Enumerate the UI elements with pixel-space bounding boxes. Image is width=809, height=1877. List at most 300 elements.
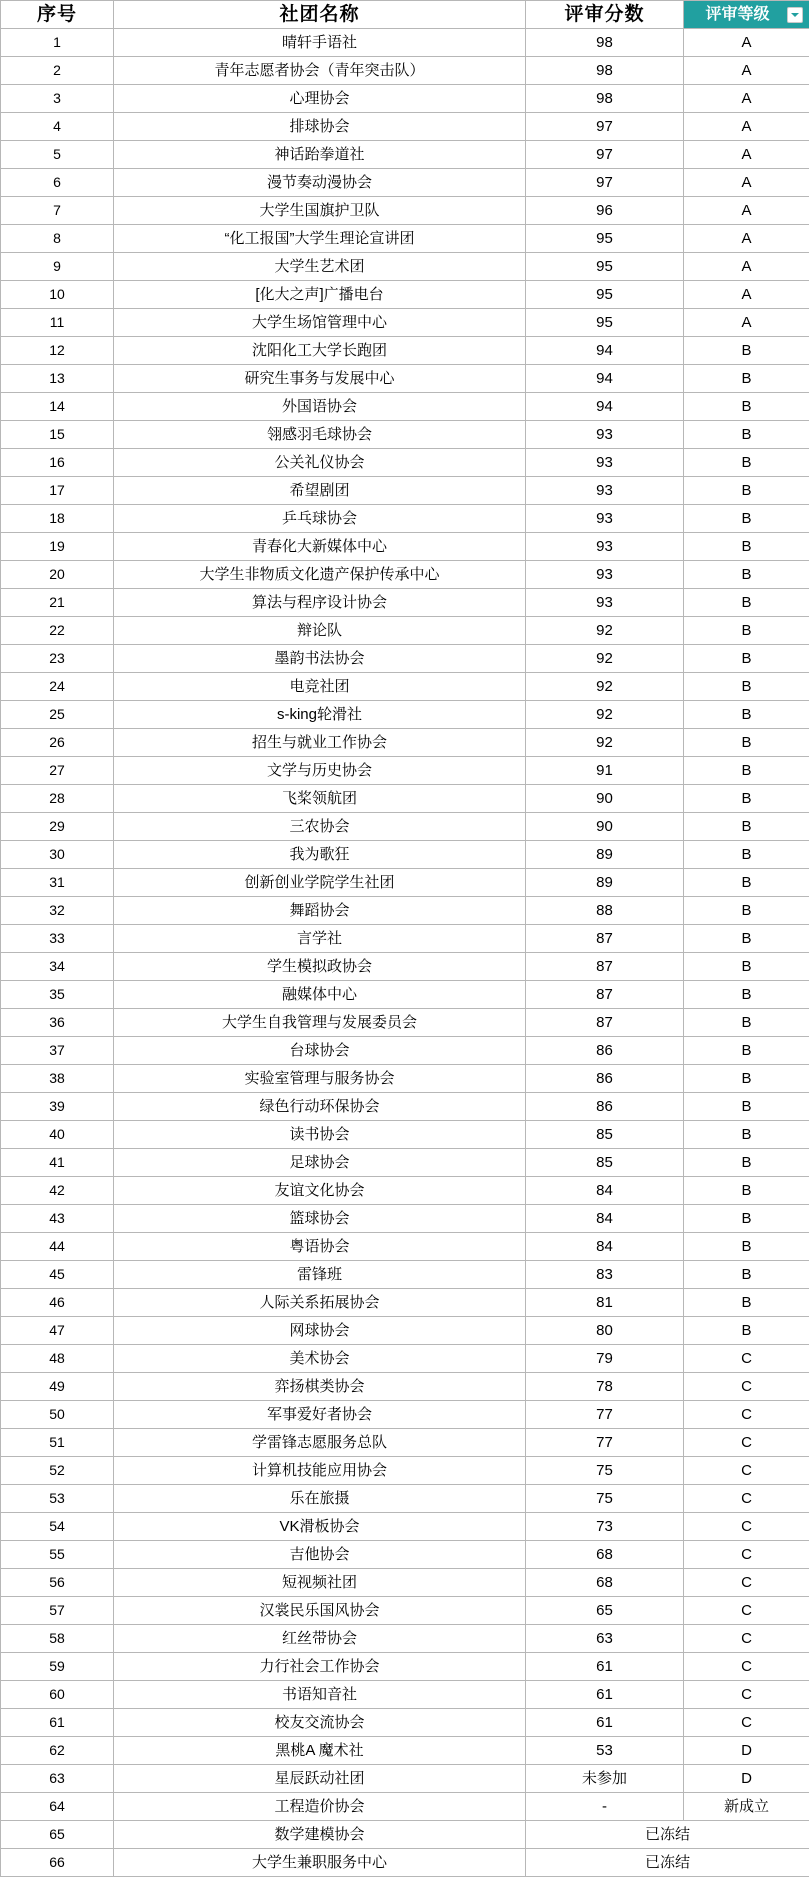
- cell-club-name[interactable]: 翎感羽毛球协会: [114, 421, 526, 449]
- table-row[interactable]: [1, 1597, 809, 1625]
- cell-club-name[interactable]: 招生与就业工作协会: [114, 729, 526, 757]
- cell-score[interactable]: 89: [526, 841, 684, 869]
- cell-index[interactable]: 58: [1, 1625, 114, 1653]
- cell-score[interactable]: 93: [526, 449, 684, 477]
- cell-score[interactable]: 84: [526, 1205, 684, 1233]
- cell-index[interactable]: 47: [1, 1317, 114, 1345]
- cell-score[interactable]: 97: [526, 113, 684, 141]
- cell-club-name[interactable]: 我为歌狂: [114, 841, 526, 869]
- cell-club-name[interactable]: 大学生兼职服务中心: [114, 1849, 526, 1877]
- cell-index[interactable]: 10: [1, 281, 114, 309]
- cell-club-name[interactable]: 雷锋班: [114, 1261, 526, 1289]
- cell-club-name[interactable]: 书语知音社: [114, 1681, 526, 1709]
- cell-club-name[interactable]: 创新创业学院学生社团: [114, 869, 526, 897]
- table-row[interactable]: [1, 645, 809, 673]
- cell-index[interactable]: 9: [1, 253, 114, 281]
- table-row[interactable]: [1, 393, 809, 421]
- cell-index[interactable]: 62: [1, 1737, 114, 1765]
- table-row[interactable]: [1, 589, 809, 617]
- table-row[interactable]: [1, 1625, 809, 1653]
- cell-index[interactable]: 45: [1, 1261, 114, 1289]
- cell-score[interactable]: 89: [526, 869, 684, 897]
- cell-club-name[interactable]: 大学生国旗护卫队: [114, 197, 526, 225]
- cell-score[interactable]: 95: [526, 281, 684, 309]
- cell-index[interactable]: 6: [1, 169, 114, 197]
- cell-level[interactable]: C: [684, 1373, 809, 1401]
- cell-score[interactable]: 92: [526, 617, 684, 645]
- cell-level[interactable]: A: [684, 253, 809, 281]
- table-row[interactable]: [1, 1401, 809, 1429]
- cell-level[interactable]: B: [684, 981, 809, 1009]
- cell-club-name[interactable]: 大学生场馆管理中心: [114, 309, 526, 337]
- cell-club-name[interactable]: 融媒体中心: [114, 981, 526, 1009]
- cell-index[interactable]: 22: [1, 617, 114, 645]
- cell-level[interactable]: A: [684, 57, 809, 85]
- cell-index[interactable]: 53: [1, 1485, 114, 1513]
- cell-index[interactable]: 66: [1, 1849, 114, 1877]
- table-row[interactable]: [1, 533, 809, 561]
- cell-club-name[interactable]: 研究生事务与发展中心: [114, 365, 526, 393]
- cell-level[interactable]: B: [684, 1289, 809, 1317]
- cell-index[interactable]: 56: [1, 1569, 114, 1597]
- cell-club-name[interactable]: 红丝带协会: [114, 1625, 526, 1653]
- cell-level[interactable]: B: [684, 1233, 809, 1261]
- cell-index[interactable]: 7: [1, 197, 114, 225]
- cell-index[interactable]: 19: [1, 533, 114, 561]
- cell-level[interactable]: B: [684, 701, 809, 729]
- cell-index[interactable]: 38: [1, 1065, 114, 1093]
- cell-club-name[interactable]: 乒乓球协会: [114, 505, 526, 533]
- cell-score[interactable]: 94: [526, 393, 684, 421]
- cell-score[interactable]: 95: [526, 225, 684, 253]
- cell-level[interactable]: B: [684, 869, 809, 897]
- cell-level[interactable]: 新成立: [684, 1793, 809, 1821]
- cell-status-merged[interactable]: 已冻结: [526, 1849, 809, 1877]
- cell-club-name[interactable]: 粤语协会: [114, 1233, 526, 1261]
- cell-score[interactable]: 92: [526, 673, 684, 701]
- cell-level[interactable]: B: [684, 1177, 809, 1205]
- cell-level[interactable]: D: [684, 1737, 809, 1765]
- cell-score[interactable]: 61: [526, 1681, 684, 1709]
- cell-score[interactable]: 98: [526, 57, 684, 85]
- cell-index[interactable]: 34: [1, 953, 114, 981]
- cell-club-name[interactable]: 数学建模协会: [114, 1821, 526, 1849]
- table-row[interactable]: [1, 1849, 809, 1877]
- table-row[interactable]: [1, 225, 809, 253]
- cell-club-name[interactable]: 漫节奏动漫协会: [114, 169, 526, 197]
- cell-level[interactable]: B: [684, 393, 809, 421]
- cell-club-name[interactable]: 大学生自我管理与发展委员会: [114, 1009, 526, 1037]
- table-row[interactable]: [1, 1121, 809, 1149]
- table-row[interactable]: [1, 1233, 809, 1261]
- table-row[interactable]: [1, 421, 809, 449]
- cell-index[interactable]: 39: [1, 1093, 114, 1121]
- cell-club-name[interactable]: 舞蹈协会: [114, 897, 526, 925]
- cell-score[interactable]: 53: [526, 1737, 684, 1765]
- cell-club-name[interactable]: 足球协会: [114, 1149, 526, 1177]
- table-row[interactable]: [1, 197, 809, 225]
- cell-score[interactable]: 92: [526, 729, 684, 757]
- cell-score[interactable]: 86: [526, 1065, 684, 1093]
- cell-level[interactable]: C: [684, 1569, 809, 1597]
- table-row[interactable]: [1, 1317, 809, 1345]
- cell-club-name[interactable]: VK滑板协会: [114, 1513, 526, 1541]
- cell-club-name[interactable]: 青年志愿者协会（青年突击队）: [114, 57, 526, 85]
- table-row[interactable]: [1, 1793, 809, 1821]
- cell-club-name[interactable]: 电竞社团: [114, 673, 526, 701]
- cell-club-name[interactable]: 计算机技能应用协会: [114, 1457, 526, 1485]
- cell-club-name[interactable]: [化大之声]广播电台: [114, 281, 526, 309]
- cell-level[interactable]: B: [684, 785, 809, 813]
- table-row[interactable]: [1, 1205, 809, 1233]
- cell-level[interactable]: A: [684, 85, 809, 113]
- cell-level[interactable]: C: [684, 1541, 809, 1569]
- cell-club-name[interactable]: s-king轮滑社: [114, 701, 526, 729]
- cell-index[interactable]: 2: [1, 57, 114, 85]
- cell-level[interactable]: B: [684, 925, 809, 953]
- cell-index[interactable]: 55: [1, 1541, 114, 1569]
- cell-score[interactable]: 84: [526, 1233, 684, 1261]
- cell-level[interactable]: A: [684, 281, 809, 309]
- cell-score[interactable]: 93: [526, 589, 684, 617]
- cell-index[interactable]: 15: [1, 421, 114, 449]
- table-row[interactable]: [1, 1569, 809, 1597]
- cell-index[interactable]: 54: [1, 1513, 114, 1541]
- cell-club-name[interactable]: 黑桃A 魔术社: [114, 1737, 526, 1765]
- cell-level[interactable]: B: [684, 1121, 809, 1149]
- cell-score[interactable]: 85: [526, 1149, 684, 1177]
- cell-level[interactable]: B: [684, 1261, 809, 1289]
- table-row[interactable]: [1, 757, 809, 785]
- cell-index[interactable]: 60: [1, 1681, 114, 1709]
- cell-index[interactable]: 27: [1, 757, 114, 785]
- cell-index[interactable]: 64: [1, 1793, 114, 1821]
- cell-club-name[interactable]: 飞桨领航团: [114, 785, 526, 813]
- cell-index[interactable]: 11: [1, 309, 114, 337]
- table-row[interactable]: [1, 337, 809, 365]
- cell-club-name[interactable]: 乐在旅摄: [114, 1485, 526, 1513]
- cell-level[interactable]: B: [684, 589, 809, 617]
- table-row[interactable]: [1, 1345, 809, 1373]
- cell-score[interactable]: 93: [526, 421, 684, 449]
- cell-index[interactable]: 5: [1, 141, 114, 169]
- cell-index[interactable]: 18: [1, 505, 114, 533]
- cell-level[interactable]: C: [684, 1457, 809, 1485]
- table-row[interactable]: [1, 1289, 809, 1317]
- cell-level[interactable]: B: [684, 421, 809, 449]
- cell-level[interactable]: C: [684, 1485, 809, 1513]
- table-row[interactable]: [1, 729, 809, 757]
- cell-index[interactable]: 33: [1, 925, 114, 953]
- cell-club-name[interactable]: 汉裳民乐国风协会: [114, 1597, 526, 1625]
- table-row[interactable]: [1, 281, 809, 309]
- cell-level[interactable]: C: [684, 1513, 809, 1541]
- cell-score[interactable]: 87: [526, 925, 684, 953]
- table-row[interactable]: [1, 561, 809, 589]
- cell-index[interactable]: 8: [1, 225, 114, 253]
- table-row[interactable]: [1, 85, 809, 113]
- cell-club-name[interactable]: 大学生艺术团: [114, 253, 526, 281]
- cell-club-name[interactable]: 美术协会: [114, 1345, 526, 1373]
- cell-score[interactable]: 81: [526, 1289, 684, 1317]
- table-row[interactable]: [1, 897, 809, 925]
- cell-club-name[interactable]: 晴轩手语社: [114, 29, 526, 57]
- table-row[interactable]: [1, 617, 809, 645]
- table-row[interactable]: [1, 953, 809, 981]
- cell-score[interactable]: 83: [526, 1261, 684, 1289]
- table-row[interactable]: [1, 673, 809, 701]
- cell-level[interactable]: B: [684, 1205, 809, 1233]
- table-row[interactable]: [1, 1093, 809, 1121]
- cell-level[interactable]: A: [684, 309, 809, 337]
- cell-score[interactable]: 87: [526, 953, 684, 981]
- cell-level[interactable]: B: [684, 897, 809, 925]
- table-row[interactable]: [1, 1765, 809, 1793]
- table-row[interactable]: [1, 365, 809, 393]
- cell-club-name[interactable]: 言学社: [114, 925, 526, 953]
- cell-score[interactable]: 77: [526, 1401, 684, 1429]
- cell-level[interactable]: B: [684, 645, 809, 673]
- cell-club-name[interactable]: 工程造价协会: [114, 1793, 526, 1821]
- cell-score[interactable]: 96: [526, 197, 684, 225]
- cell-club-name[interactable]: 校友交流协会: [114, 1709, 526, 1737]
- cell-index[interactable]: 44: [1, 1233, 114, 1261]
- cell-index[interactable]: 29: [1, 813, 114, 841]
- cell-club-name[interactable]: 弈扬棋类协会: [114, 1373, 526, 1401]
- cell-index[interactable]: 26: [1, 729, 114, 757]
- cell-score[interactable]: 97: [526, 169, 684, 197]
- cell-index[interactable]: 59: [1, 1653, 114, 1681]
- cell-index[interactable]: 20: [1, 561, 114, 589]
- cell-level[interactable]: A: [684, 141, 809, 169]
- table-row[interactable]: [1, 841, 809, 869]
- cell-level[interactable]: B: [684, 1037, 809, 1065]
- cell-score[interactable]: 95: [526, 253, 684, 281]
- cell-club-name[interactable]: 学雷锋志愿服务总队: [114, 1429, 526, 1457]
- cell-level[interactable]: C: [684, 1681, 809, 1709]
- table-row[interactable]: [1, 1261, 809, 1289]
- cell-level[interactable]: B: [684, 757, 809, 785]
- cell-index[interactable]: 1: [1, 29, 114, 57]
- cell-score[interactable]: 73: [526, 1513, 684, 1541]
- cell-score[interactable]: 75: [526, 1485, 684, 1513]
- cell-level[interactable]: A: [684, 169, 809, 197]
- cell-club-name[interactable]: 人际关系拓展协会: [114, 1289, 526, 1317]
- cell-score[interactable]: 86: [526, 1037, 684, 1065]
- cell-index[interactable]: 40: [1, 1121, 114, 1149]
- cell-index[interactable]: 21: [1, 589, 114, 617]
- cell-club-name[interactable]: 心理协会: [114, 85, 526, 113]
- cell-index[interactable]: 50: [1, 1401, 114, 1429]
- cell-club-name[interactable]: 网球协会: [114, 1317, 526, 1345]
- cell-index[interactable]: 13: [1, 365, 114, 393]
- cell-index[interactable]: 61: [1, 1709, 114, 1737]
- cell-club-name[interactable]: 沈阳化工大学长跑团: [114, 337, 526, 365]
- cell-club-name[interactable]: 排球协会: [114, 113, 526, 141]
- cell-score[interactable]: 63: [526, 1625, 684, 1653]
- cell-index[interactable]: 25: [1, 701, 114, 729]
- cell-club-name[interactable]: 军事爱好者协会: [114, 1401, 526, 1429]
- cell-index[interactable]: 49: [1, 1373, 114, 1401]
- cell-score[interactable]: 92: [526, 645, 684, 673]
- cell-level[interactable]: A: [684, 225, 809, 253]
- cell-level[interactable]: B: [684, 1317, 809, 1345]
- cell-index[interactable]: 32: [1, 897, 114, 925]
- table-row[interactable]: [1, 309, 809, 337]
- cell-score[interactable]: -: [526, 1793, 684, 1821]
- cell-level[interactable]: A: [684, 113, 809, 141]
- table-row[interactable]: [1, 1653, 809, 1681]
- cell-score[interactable]: 94: [526, 337, 684, 365]
- cell-score[interactable]: 93: [526, 533, 684, 561]
- table-row[interactable]: [1, 925, 809, 953]
- cell-club-name[interactable]: 短视频社团: [114, 1569, 526, 1597]
- table-row[interactable]: [1, 505, 809, 533]
- cell-score[interactable]: 68: [526, 1541, 684, 1569]
- cell-club-name[interactable]: 力行社会工作协会: [114, 1653, 526, 1681]
- table-row[interactable]: [1, 1513, 809, 1541]
- cell-score[interactable]: 93: [526, 505, 684, 533]
- cell-club-name[interactable]: 辩论队: [114, 617, 526, 645]
- cell-club-name[interactable]: 墨韵书法协会: [114, 645, 526, 673]
- cell-level[interactable]: B: [684, 673, 809, 701]
- cell-level[interactable]: B: [684, 1009, 809, 1037]
- cell-club-name[interactable]: 绿色行动环保协会: [114, 1093, 526, 1121]
- cell-index[interactable]: 12: [1, 337, 114, 365]
- table-row[interactable]: [1, 141, 809, 169]
- cell-score[interactable]: 95: [526, 309, 684, 337]
- cell-level[interactable]: B: [684, 533, 809, 561]
- cell-score[interactable]: 77: [526, 1429, 684, 1457]
- cell-index[interactable]: 4: [1, 113, 114, 141]
- cell-index[interactable]: 63: [1, 1765, 114, 1793]
- cell-club-name[interactable]: 希望剧团: [114, 477, 526, 505]
- cell-score[interactable]: 78: [526, 1373, 684, 1401]
- cell-level[interactable]: A: [684, 197, 809, 225]
- table-row[interactable]: [1, 1037, 809, 1065]
- cell-score[interactable]: 98: [526, 85, 684, 113]
- table-row[interactable]: [1, 1429, 809, 1457]
- table-row[interactable]: [1, 1373, 809, 1401]
- cell-level[interactable]: B: [684, 813, 809, 841]
- table-row[interactable]: [1, 1177, 809, 1205]
- cell-score[interactable]: 87: [526, 1009, 684, 1037]
- table-row[interactable]: [1, 1457, 809, 1485]
- table-row[interactable]: [1, 169, 809, 197]
- cell-index[interactable]: 30: [1, 841, 114, 869]
- cell-level[interactable]: B: [684, 449, 809, 477]
- cell-club-name[interactable]: 实验室管理与服务协会: [114, 1065, 526, 1093]
- cell-score[interactable]: 97: [526, 141, 684, 169]
- table-row[interactable]: [1, 1065, 809, 1093]
- table-row[interactable]: [1, 1709, 809, 1737]
- cell-club-name[interactable]: 大学生非物质文化遗产保护传承中心: [114, 561, 526, 589]
- cell-score[interactable]: 61: [526, 1709, 684, 1737]
- cell-index[interactable]: 37: [1, 1037, 114, 1065]
- cell-score[interactable]: 93: [526, 561, 684, 589]
- table-row[interactable]: [1, 29, 809, 57]
- cell-level[interactable]: B: [684, 365, 809, 393]
- cell-level[interactable]: A: [684, 29, 809, 57]
- cell-index[interactable]: 51: [1, 1429, 114, 1457]
- cell-score[interactable]: 92: [526, 701, 684, 729]
- cell-level[interactable]: B: [684, 1065, 809, 1093]
- cell-score[interactable]: 85: [526, 1121, 684, 1149]
- cell-level[interactable]: B: [684, 477, 809, 505]
- cell-club-name[interactable]: 学生模拟政协会: [114, 953, 526, 981]
- cell-index[interactable]: 41: [1, 1149, 114, 1177]
- table-row[interactable]: [1, 253, 809, 281]
- table-row[interactable]: [1, 57, 809, 85]
- cell-club-name[interactable]: 读书协会: [114, 1121, 526, 1149]
- cell-index[interactable]: 16: [1, 449, 114, 477]
- cell-score[interactable]: 88: [526, 897, 684, 925]
- cell-index[interactable]: 43: [1, 1205, 114, 1233]
- cell-score[interactable]: 90: [526, 785, 684, 813]
- cell-index[interactable]: 3: [1, 85, 114, 113]
- cell-score[interactable]: 91: [526, 757, 684, 785]
- cell-club-name[interactable]: 外国语协会: [114, 393, 526, 421]
- table-row[interactable]: [1, 1485, 809, 1513]
- table-row[interactable]: [1, 1821, 809, 1849]
- cell-index[interactable]: 57: [1, 1597, 114, 1625]
- cell-score[interactable]: 80: [526, 1317, 684, 1345]
- cell-club-name[interactable]: 星辰跃动社团: [114, 1765, 526, 1793]
- header-level[interactable]: [684, 1, 809, 29]
- cell-index[interactable]: 36: [1, 1009, 114, 1037]
- cell-club-name[interactable]: 吉他协会: [114, 1541, 526, 1569]
- cell-index[interactable]: 14: [1, 393, 114, 421]
- cell-index[interactable]: 46: [1, 1289, 114, 1317]
- cell-index[interactable]: 52: [1, 1457, 114, 1485]
- cell-level[interactable]: B: [684, 1149, 809, 1177]
- cell-level[interactable]: B: [684, 505, 809, 533]
- table-row[interactable]: [1, 1149, 809, 1177]
- table-row[interactable]: [1, 1009, 809, 1037]
- cell-score[interactable]: 79: [526, 1345, 684, 1373]
- cell-score[interactable]: 98: [526, 29, 684, 57]
- cell-score[interactable]: 68: [526, 1569, 684, 1597]
- table-row[interactable]: [1, 477, 809, 505]
- cell-level[interactable]: C: [684, 1653, 809, 1681]
- cell-index[interactable]: 28: [1, 785, 114, 813]
- cell-level[interactable]: B: [684, 337, 809, 365]
- cell-score[interactable]: 94: [526, 365, 684, 393]
- cell-club-name[interactable]: 友谊文化协会: [114, 1177, 526, 1205]
- cell-level[interactable]: B: [684, 841, 809, 869]
- cell-club-name[interactable]: 台球协会: [114, 1037, 526, 1065]
- cell-club-name[interactable]: 神话跆拳道社: [114, 141, 526, 169]
- cell-score[interactable]: 93: [526, 477, 684, 505]
- cell-index[interactable]: 65: [1, 1821, 114, 1849]
- cell-score[interactable]: 90: [526, 813, 684, 841]
- cell-index[interactable]: 23: [1, 645, 114, 673]
- table-row[interactable]: [1, 1681, 809, 1709]
- cell-level[interactable]: C: [684, 1625, 809, 1653]
- cell-level[interactable]: D: [684, 1765, 809, 1793]
- cell-level[interactable]: B: [684, 1093, 809, 1121]
- cell-level[interactable]: B: [684, 561, 809, 589]
- table-row[interactable]: [1, 113, 809, 141]
- cell-club-name[interactable]: 公关礼仪协会: [114, 449, 526, 477]
- table-row[interactable]: [1, 785, 809, 813]
- cell-score[interactable]: 84: [526, 1177, 684, 1205]
- cell-index[interactable]: 35: [1, 981, 114, 1009]
- cell-level[interactable]: C: [684, 1401, 809, 1429]
- table-row[interactable]: [1, 813, 809, 841]
- cell-score[interactable]: 86: [526, 1093, 684, 1121]
- cell-level[interactable]: B: [684, 953, 809, 981]
